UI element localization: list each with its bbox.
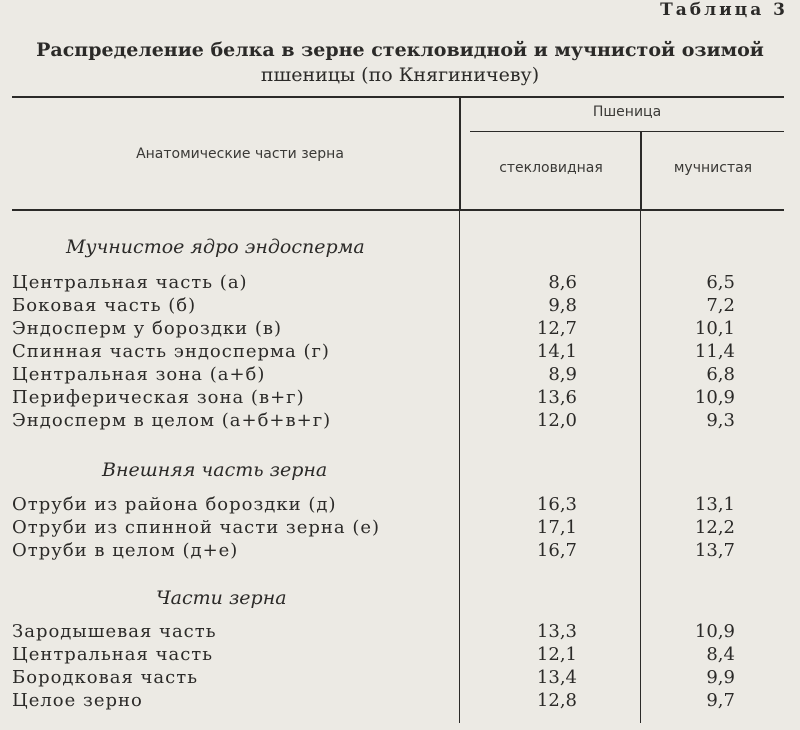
row-name: Боковая часть (б): [12, 295, 197, 316]
header-mealy-column: мучнистая: [673, 160, 753, 176]
table-row: [0, 341, 800, 365]
row-name: Центральная часть (а): [12, 272, 248, 293]
table-row: [0, 318, 800, 342]
row-name: Отруби из спинной части зерна (е): [12, 517, 381, 538]
table-row: [0, 410, 800, 434]
header-vertical-rule: [459, 98, 461, 210]
row-name: Эндосперм у бороздки (в): [12, 318, 283, 339]
value-glassy: 17,1: [536, 517, 577, 538]
value-glassy: 8,9: [548, 364, 577, 385]
value-mealy: 6,5: [706, 272, 735, 293]
table-row: [0, 387, 800, 411]
value-glassy: 16,3: [536, 494, 577, 515]
value-glassy: 12,0: [536, 410, 577, 431]
top-rule: [12, 96, 784, 98]
table-row: [0, 494, 800, 518]
table-row: [0, 540, 800, 564]
value-mealy: 7,2: [706, 295, 735, 316]
value-mealy: 10,1: [694, 318, 735, 339]
row-name: Зародышевая часть: [12, 621, 217, 642]
section-title: Внешняя часть зерна: [102, 459, 328, 481]
value-glassy: 13,4: [536, 667, 577, 688]
value-glassy: 9,8: [548, 295, 577, 316]
row-name: Периферическая зона (в+г): [12, 387, 305, 408]
value-mealy: 11,4: [694, 341, 735, 362]
row-name: Центральная часть: [12, 644, 214, 665]
table-row: [0, 364, 800, 388]
value-glassy: 16,7: [536, 540, 577, 561]
table-row: [0, 644, 800, 668]
value-mealy: 9,3: [706, 410, 735, 431]
value-glassy: 12,7: [536, 318, 577, 339]
title-line-1: Распределение белка в зерне стекловидной и мучнистой озимой: [36, 39, 764, 61]
row-name: Целое зерно: [12, 690, 143, 711]
value-glassy: 13,3: [536, 621, 577, 642]
row-name: Бородковая часть: [12, 667, 199, 688]
table-title: [0, 38, 800, 88]
table-label: Таблица 3: [660, 0, 788, 20]
table-row: [0, 272, 800, 296]
header-bottom-rule: [12, 209, 784, 211]
value-mealy: 13,7: [694, 540, 735, 561]
header-wheat-group: Пшеница: [592, 104, 662, 120]
row-name: Отруби из района бороздки (д): [12, 494, 337, 515]
table-row: [0, 517, 800, 541]
section-title: Части зерна: [156, 587, 287, 609]
value-mealy: 6,8: [706, 364, 735, 385]
value-mealy: 13,1: [694, 494, 735, 515]
value-glassy: 12,1: [536, 644, 577, 665]
table-row: [0, 621, 800, 645]
value-glassy: 13,6: [536, 387, 577, 408]
table-row: [0, 690, 800, 714]
value-mealy: 8,4: [706, 644, 735, 665]
section-title: Мучнистое ядро эндосперма: [66, 236, 365, 258]
value-mealy: 10,9: [694, 387, 735, 408]
row-name: Спинная часть эндосперма (г): [12, 341, 330, 362]
value-glassy: 12,8: [536, 690, 577, 711]
header-glassy-column: стекловидная: [499, 160, 603, 176]
value-mealy: 12,2: [694, 517, 735, 538]
header-parts-column: Анатомические части зерна: [136, 146, 344, 162]
value-glassy: 14,1: [536, 341, 577, 362]
table-row: [0, 295, 800, 319]
group-under-rule: [470, 131, 784, 132]
row-name: Эндосперм в целом (а+б+в+г): [12, 410, 332, 431]
row-name: Центральная зона (а+б): [12, 364, 266, 385]
value-mealy: 9,7: [706, 690, 735, 711]
value-glassy: 8,6: [548, 272, 577, 293]
value-mealy: 9,9: [706, 667, 735, 688]
row-name: Отруби в целом (д+е): [12, 540, 239, 561]
table-row: [0, 667, 800, 691]
title-line-2: пшеницы (по Княгиничеву): [260, 64, 540, 86]
value-mealy: 10,9: [694, 621, 735, 642]
